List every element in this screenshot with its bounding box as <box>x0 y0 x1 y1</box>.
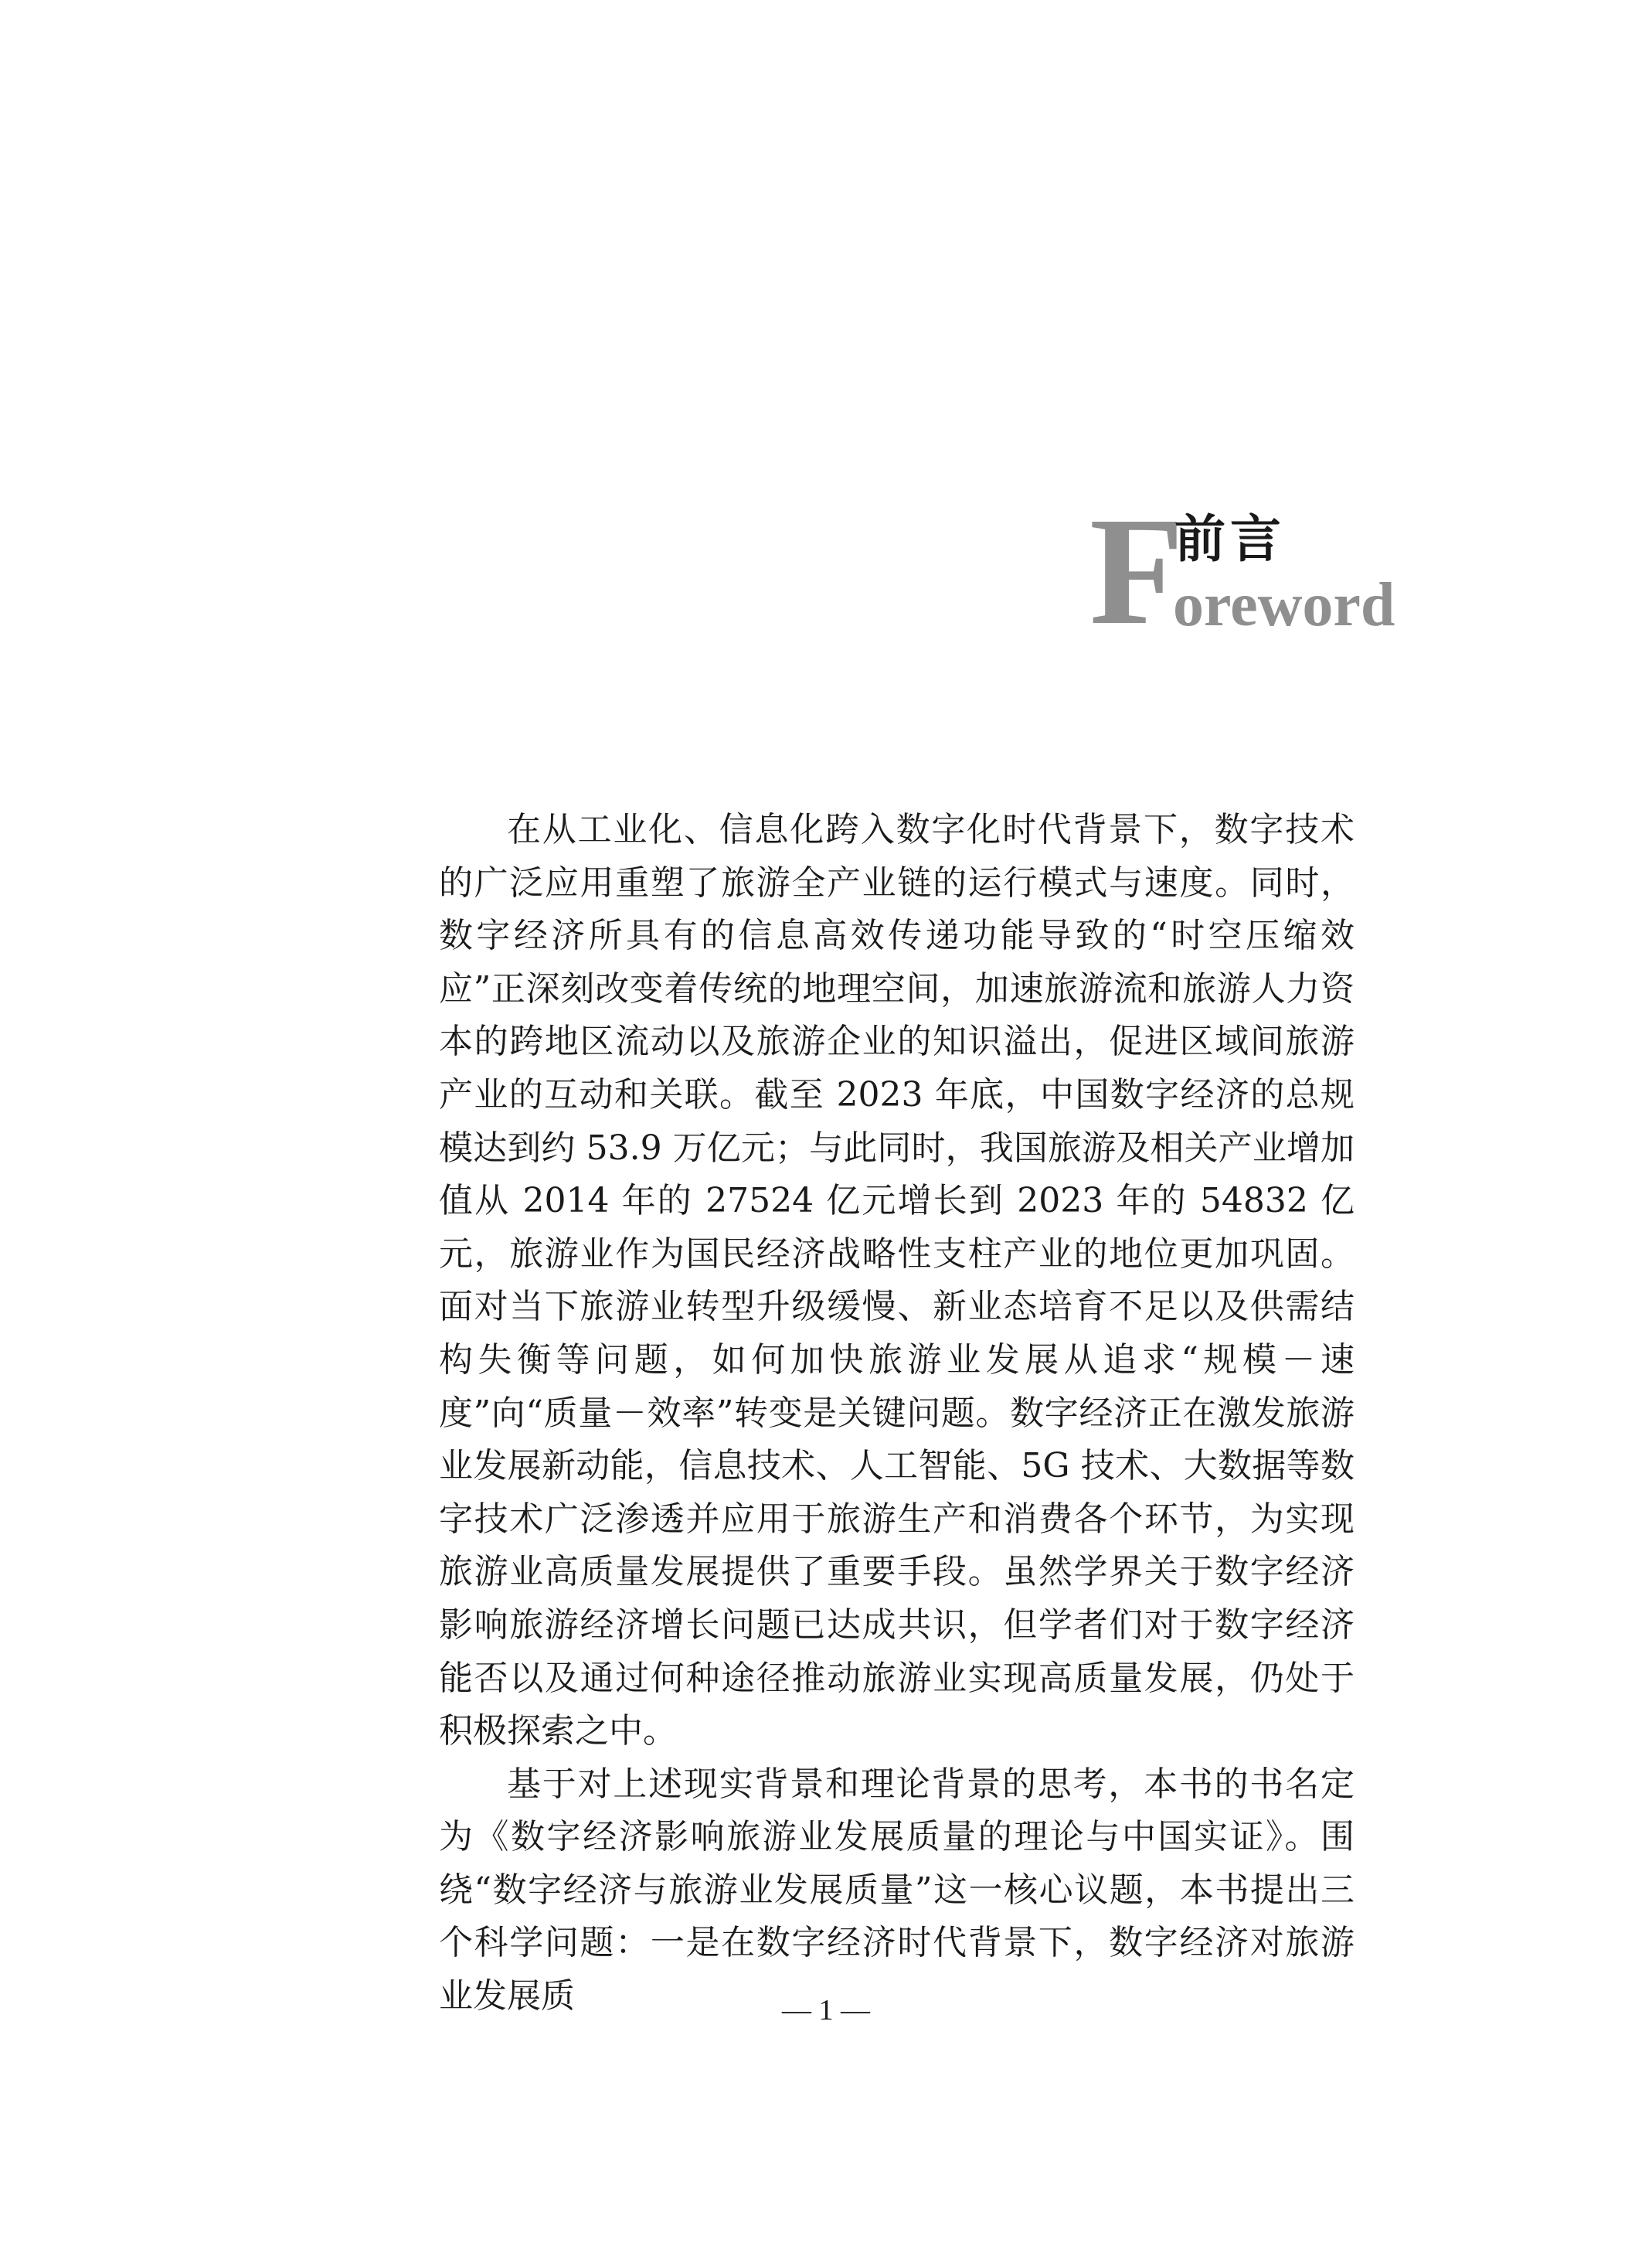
chapter-heading <box>1089 486 1395 657</box>
heading-initial-letter: F <box>1089 486 1185 657</box>
page-number: — 1 — <box>782 1994 870 2027</box>
chapter-title-cn: 前言 <box>1174 509 1286 569</box>
paragraph-2: 基于对上述现实背景和理论背景的思考，本书的书名定为《数字经济影响旅游业发展质量的理论与中国实证》。围绕“数字经济与旅游业发展质量”这一核心议题，本书提出三个科学问题：一是在数字经济时代背景下，数字经济对旅游业发展质 <box>439 1764 1355 2016</box>
body-text <box>439 804 1355 2023</box>
paragraph-1: 在从工业化、信息化跨入数字化时代背景下，数字技术的广泛应用重塑了旅游全产业链的运行模式与速度。同时，数字经济所具有的信息高效传递功能导致的“时空压缩效应”正深刻改变着传统的地理空间，加速旅游流和旅游人力资本的跨地区流动以及旅游企业的知识溢出，促进区域间旅游产业的互动和关联。截至 2023 年底，中国数字经济的总规模达到约 53.9 万亿元；与此同时，我国旅游及相关产业增加值从 2014 年的 27524 亿元增长到 2023 年的 54832 亿元，旅游业作为国民经济战略性支柱产业的地位更加巩固。面对当下旅游业转型升级缓慢、新业态培育不足以及供需结构失衡等问题，如何加快旅游业发展从追求“规模－速度”向“质量－效率”转变是关键问题。数字经济正在激发旅游业发展新动能，信息技术、人工智能、5G 技术、大数据等数字技术广泛渗透并应用于旅游生产和消费各个环节，为实现旅游业高质量发展提供了重要手段。虽然学界关于数字经济影响旅游经济增长问题已达成共识，但学者们对于数字经济能否以及通过何种途径推动旅游业实现高质量发展，仍处于积极探索之中。 <box>439 810 1355 1751</box>
chapter-title-en: oreword <box>1173 571 1395 639</box>
